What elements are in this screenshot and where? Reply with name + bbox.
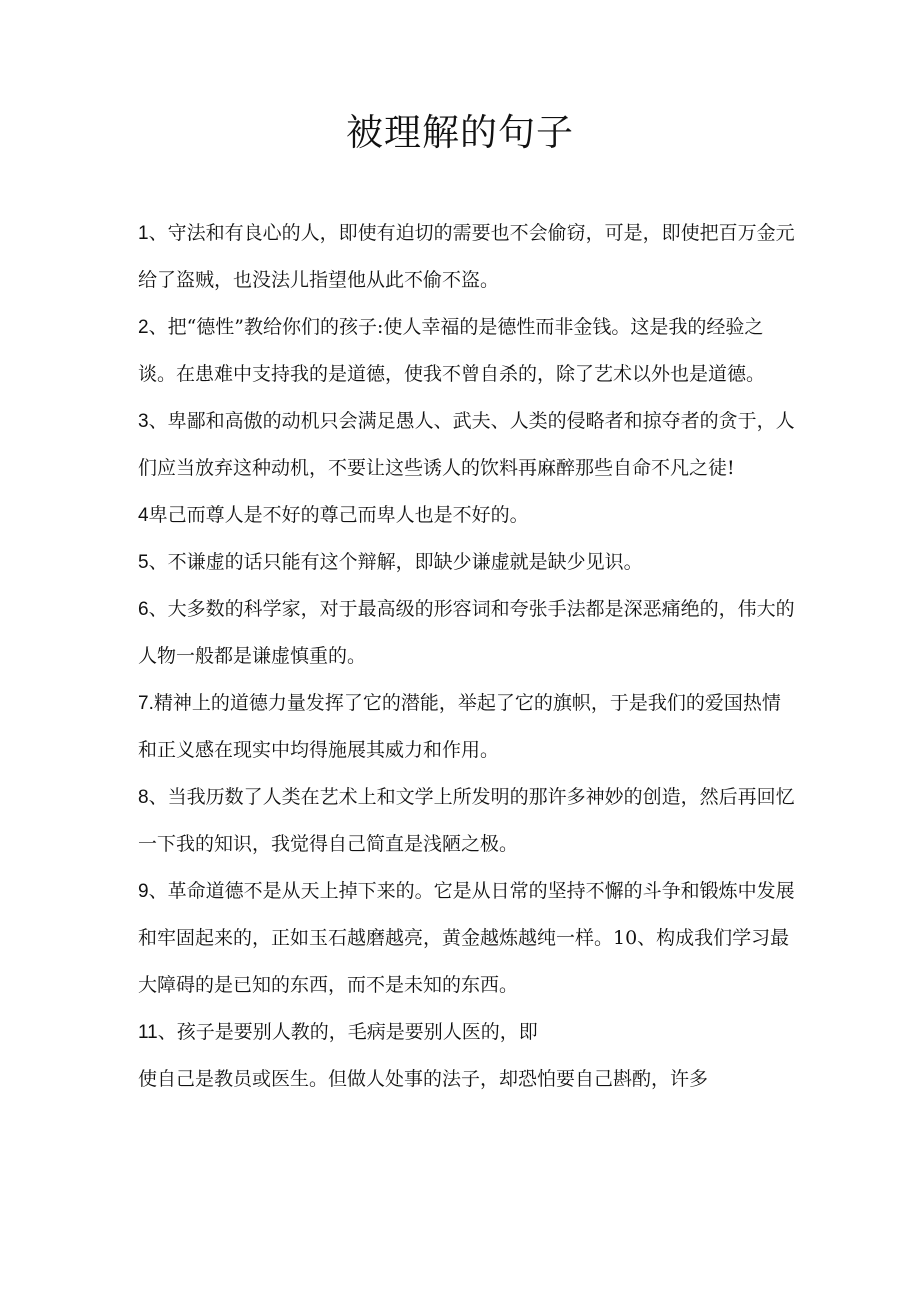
paragraph-number: 5 (138, 552, 149, 573)
paragraph-number: 4 (138, 505, 149, 526)
paragraph-text: 卑己而尊人是不好的尊己而卑人也是不好的。 (148, 504, 529, 526)
paragraph-7 (138, 680, 798, 774)
page-title: 被理解的句子 (346, 111, 574, 154)
paragraph-text: 使自己是教员或医生。但做人处事的法子，却恐怕要自己斟酌，许多 (138, 1068, 709, 1090)
paragraph-text: 精神上的道德力量发挥了它的潜能，举起了它的旗帜，于是我们的爱国热情和正义感在现实中均得施展其威力和作用。 (138, 692, 781, 761)
paragraph-text: 、当我历数了人类在艺术上和文学上所发明的那许多神妙的创造，然后再回忆一下我的知识，我觉得自己简直是浅陋之极。 (138, 786, 795, 855)
paragraph-number: 11 (138, 1022, 158, 1043)
paragraph-number: 8 (138, 787, 149, 808)
paragraph-text: 、孩子是要别人教的，毛病是要别人医的，即 (157, 1021, 538, 1043)
paragraph-text: 、守法和有良心的人，即使有迫切的需要也不会偷窃，可是，即使把百万金元给了盗贼，也没法儿指望他从此不偷不盗。 (138, 222, 795, 291)
paragraph-number: 1 (138, 223, 149, 244)
paragraph-text: 、大多数的科学家，对于最高级的形容词和夸张手法都是深恶痛绝的，伟大的人物一般都是谦虚慎重的。 (138, 598, 795, 667)
paragraph-number: 2 (138, 317, 149, 338)
paragraph-6 (138, 586, 798, 680)
paragraph-3 (138, 398, 798, 492)
paragraph-1 (138, 210, 798, 304)
paragraph-number: 9 (138, 881, 149, 902)
paragraph-5 (138, 539, 798, 586)
paragraph-8 (138, 774, 798, 868)
paragraph-2 (138, 304, 798, 398)
paragraph-text: 、把“德性”教给你们的孩子:使人幸福的是德性而非金钱。这是我的经验之谈。在患难中支持我的是道德，使我不曾自杀的，除了艺术以外也是道德。 (138, 316, 766, 385)
paragraph-number: 3 (138, 411, 149, 432)
paragraph-number: 6 (138, 599, 149, 620)
paragraph-11 (138, 1009, 798, 1056)
paragraph-9 (138, 868, 798, 1009)
paragraph-4 (138, 492, 798, 539)
paragraph-text: 、革命道德不是从天上掉下来的。它是从日常的坚持不懈的斗争和锻炼中发展和牢固起来的，正如玉石越磨越亮，黄金越炼越纯一样。10、构成我们学习最大障碍的是已知的东西，而不是未知的东西。 (138, 880, 795, 996)
paragraph-11-continued (138, 1056, 798, 1103)
document-body (138, 210, 798, 1103)
paragraph-text: 、不谦虚的话只能有这个辩解，即缺少谦虚就是缺少见识。 (148, 551, 643, 573)
paragraph-number: 7. (138, 693, 154, 714)
paragraph-text: 、卑鄙和高傲的动机只会满足愚人、武夫、人类的侵略者和掠夺者的贪于，人们应当放弃这种动机，不要让这些诱人的饮料再麻醉那些自命不凡之徒! (138, 410, 795, 479)
